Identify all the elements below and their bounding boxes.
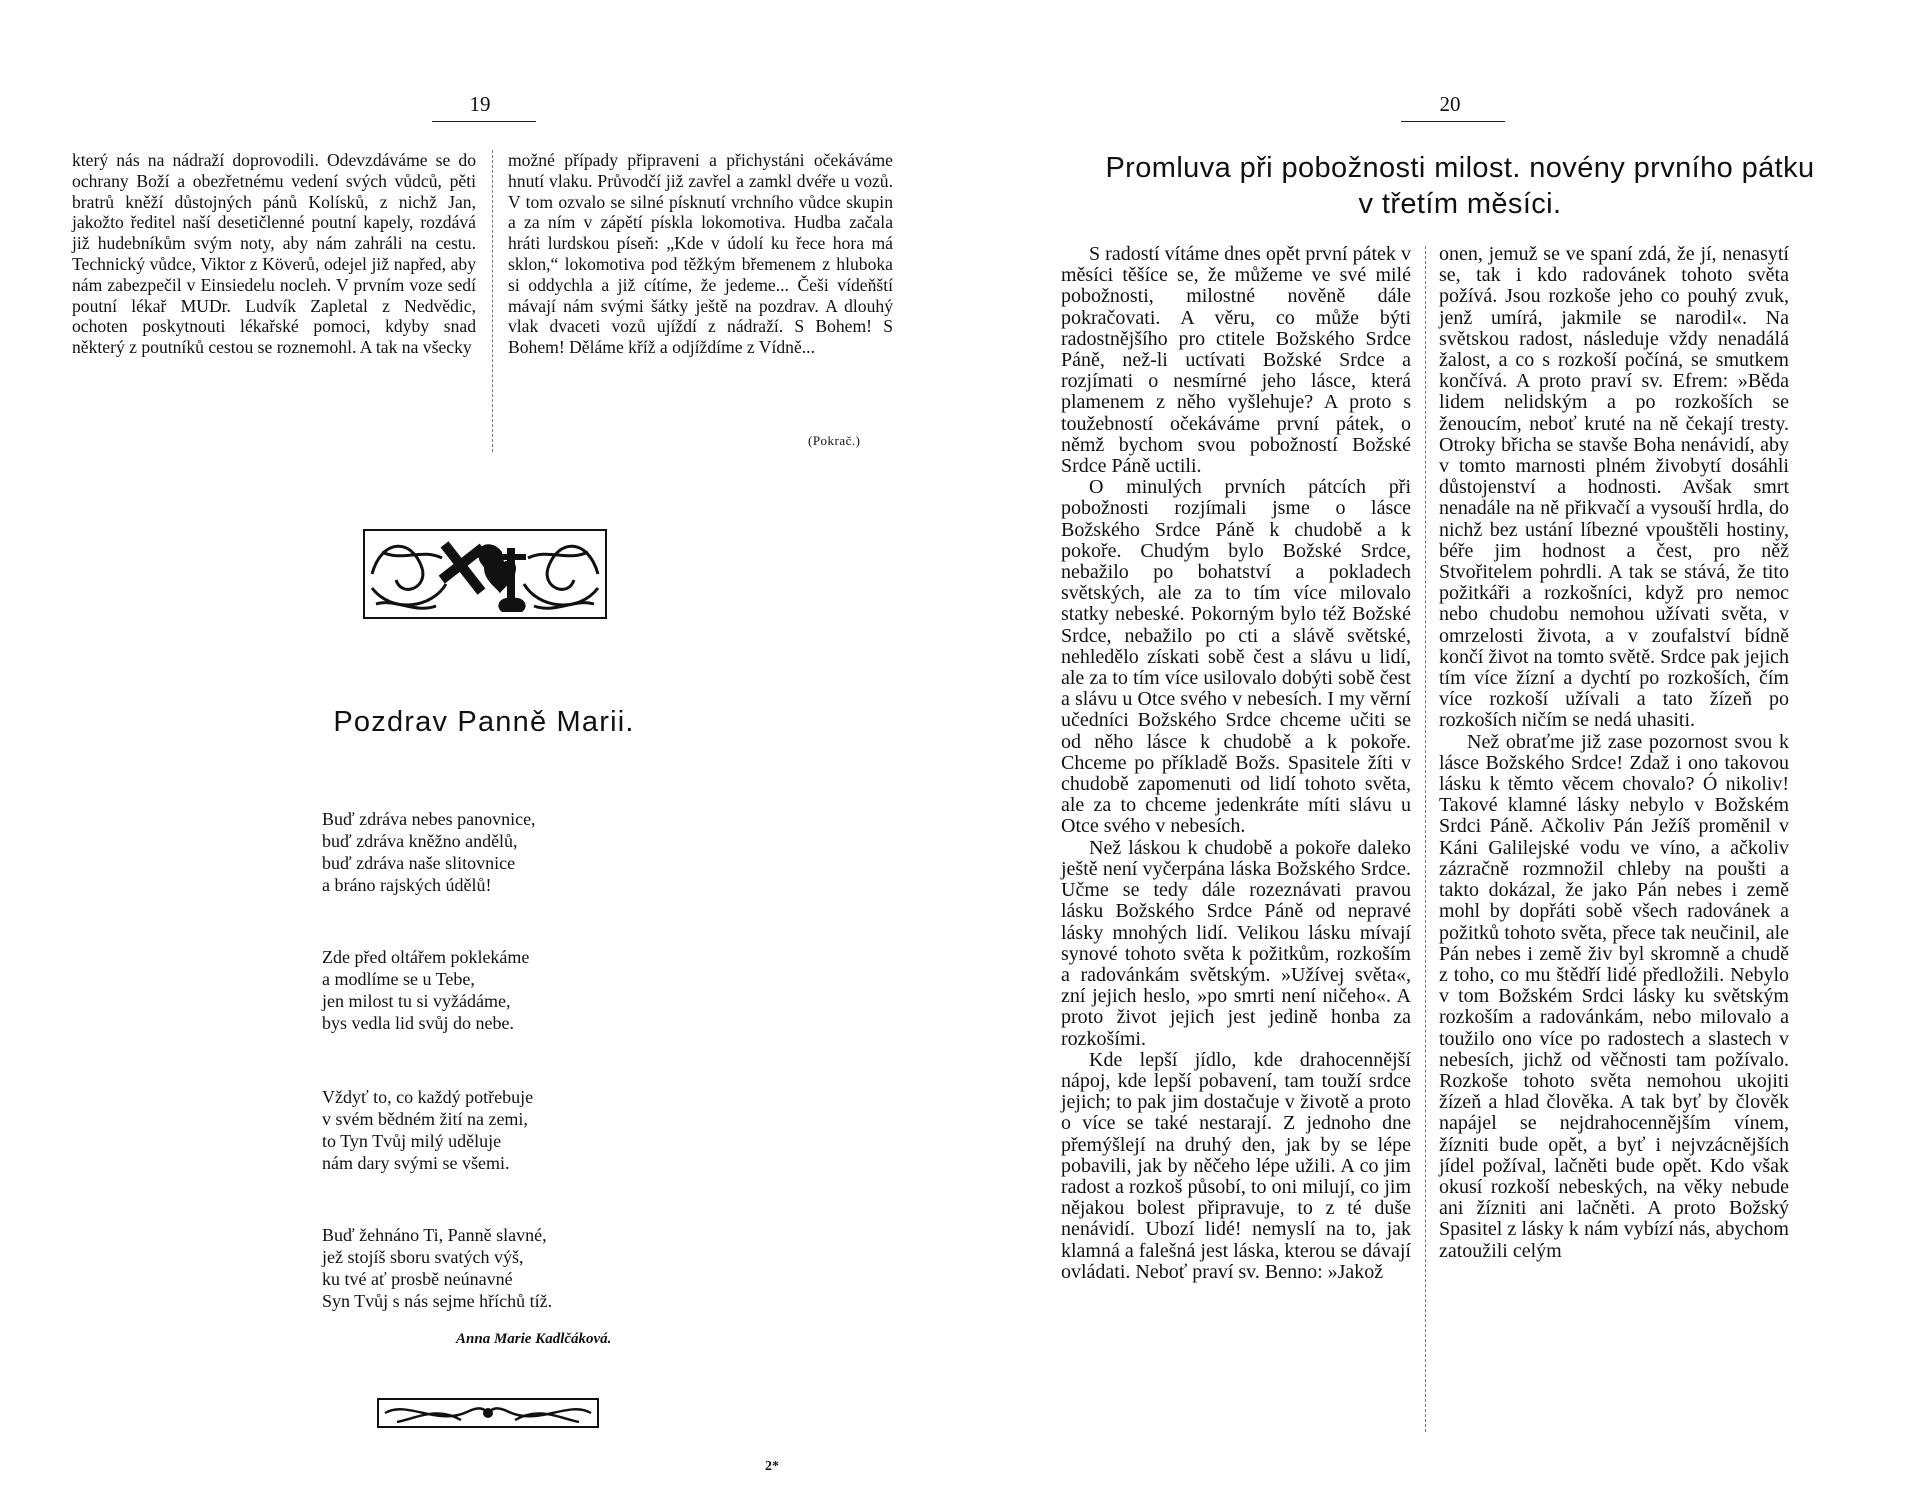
poem-line: ku tvé ať prosbě neúnavné bbox=[322, 1269, 513, 1289]
poem-line: a modlíme se u Tebe, bbox=[322, 969, 475, 989]
column-separator-left bbox=[492, 150, 493, 452]
poem-line: Syn Tvůj s nás sejme hříchů tíž. bbox=[322, 1291, 553, 1311]
left-column-2 bbox=[508, 150, 893, 358]
printer-signature-mark: 2* bbox=[765, 1459, 779, 1474]
poem-line: Zde před oltářem poklekáme bbox=[322, 947, 530, 967]
poem-line: nám dary svými se všemi. bbox=[322, 1153, 510, 1173]
page-number-rule-left bbox=[432, 121, 536, 122]
poem-stanza-1 bbox=[322, 808, 536, 896]
poem-line: a bráno rajských údělů! bbox=[322, 875, 492, 895]
poem-stanza-2 bbox=[322, 946, 529, 1034]
right-column-2 bbox=[1439, 244, 1789, 1262]
left-column-2-text: možné případy připraveni a přichystáni očekáváme hnutí vlaku. Průvodčí již zavřel a zamkl dvéře u vozů. V tom ozvalo se silné písknutí vrchního vůdce skupin a za ním v zápětí pískla lokomotiva. Hudba začala hráti lurdskou píseň: „Kde v údolí ku řece hora má sklon,“ lokomotiva pod těžkým břemenem z hluboka si oddychla a již cítíme, že jedeme... Češi vídeňští mávají nám svými šátky ještě na pozdrav. A dlouhý vlak dvaceti vozů ujíždí z nádraží. S Bohem! S Bohem! Děláme kříž a odjíždíme z Vídně... bbox=[508, 150, 893, 358]
poem-line: v svém bědném žití na zemi, bbox=[322, 1109, 528, 1129]
poem-line: buď zdráva naše slitovnice bbox=[322, 853, 516, 873]
poem-line: Buď zdráva nebes panovnice, bbox=[322, 809, 536, 829]
right-page bbox=[963, 0, 1926, 1500]
poem-line: Buď žehnáno Ti, Panně slavné, bbox=[322, 1225, 547, 1245]
poem-line: buď zdráva kněžno andělů, bbox=[322, 831, 518, 851]
article-title bbox=[1045, 150, 1875, 222]
paragraph: S radostí vítáme dnes opět první pátek v měsíci těšíce se, že můžeme ve své milé pobožnosti, milostné nověně dále pokračovati. A věru, co může býti radostnějšího pro ctitele Božského Srdce Páně, než-li uctívati Božské Srdce a rozjímati o nesmírné jeho lásce, která plamenem z něho vyšlehuje? A proto s toužebností očekáváme první pátek, o němž bychom svou pobožností Božské Srdce Páně uctili. bbox=[1061, 243, 1411, 478]
paragraph: O minulých prvních pátcích při pobožnosti rozjímali jsme o lásce Božského Srdce Páně k chudobě a k pokoře. Chudým bylo Božské Srdce, nebažilo po bohatství a pokladech světských, ale za to tím více milovalo statky nebeské. Pokorným bylo též Božské Srdce, nebažilo po cti a slávě světské, nehledělo získati sobě čest a slávu u lidí, ale za to tím více usilovalo dobýti sobě čest a slávu u Otce svého v nebesích. I my věrní učedníci Božského Srdce chceme učiti se od něho lásce k chudobě a k pokoře. Chceme po příkladě Božs. Spasitele žíti v chudobě zapomenuti od lidí tohoto světa, ale za to chceme jedenkráte míti slávu u Otce svého v nebesích. bbox=[1061, 476, 1411, 838]
paragraph: Kde lepší jídlo, kde drahocennější nápoj, kde lepší pobavení, tam touží srdce jejich; to pak jim dostačuje v životě a proto o více se také nestarají. Z jednoho dne přemýšlejí na druhý den, jak by se lépe pobavili, jak by něčeho lépe užili. A co jim radost a rozkoš působí, to oni milují, co jim nějakou bolest připravuje, to z té duše nenávidí. Ubozí lidé! nemyslí na to, jak klamná a falešná jest láska, kterou se dávají ovládati. Neboť praví sv. Benno: »Jakož bbox=[1061, 1048, 1411, 1283]
poem-author: Anna Marie Kadlčáková. bbox=[456, 1331, 612, 1347]
left-column-1-text: který nás na nádraží doprovodili. Odevzdáváme se do ochrany Boží a obezřetnému vedení svých vůdců, pěti bratrů kněží důstojných pánů Kolísků, z nichž Jan, jakožto ředitel naší desetičlenné poutní kapely, rozdává již hudebníkům svým noty, aby nám zahráli na cestu. Technický vůdce, Viktor z Köverů, odejel již napřed, aby nám zabezpečil v Einsiedelu nocleh. V prvním voze sedí poutní lékař MUDr. Ludvík Zapletal z Nedvědic, ochoten poskytnouti lékařské pomoci, kdyby snad některý z poutníků cestou se roznemohl. A tak na všecky bbox=[72, 150, 476, 358]
column-separator-right bbox=[1425, 246, 1426, 1432]
bottom-ornament bbox=[377, 1398, 599, 1428]
page-number-right: 20 bbox=[1439, 92, 1461, 116]
poem-line: to Tyn Tvůj milý uděluje bbox=[322, 1131, 502, 1151]
page-number-left: 19 bbox=[469, 92, 491, 116]
paragraph: Než obraťme již zase pozornost svou k lásce Božského Srdce! Zdaž i ono takovou lásku k těmto věcem chovalo? Ó nikoliv! Takové klamné lásky nebylo v Božském Srdci Páně. Ačkoliv Pán Ježíš proměnil v Káni Galilejské vodu ve víno, a ačkoliv zázračně rozmnožil chleby na poušti a takto dokázal, že jako Pán nebes i země mohl by dopřáti sobě všech radovánek a požitků tohoto světa, přece tak neučinil, ale Pán nebes i země živ byl skromně a chudě z toho, co mu štědří lidé předložili. Nebylo v tom Božském Srdci lásky ku světským rozkoším a radovánkám, nebo milovalo a toužilo ono více po radostech a slastech v nebesích, jichž od věčnosti tam požívalo. Rozkoše tohoto světa nemohou ukojiti žízeň a hlad člověka. A tak byť by člověk napájel se nejdrahocennějším vínem, žízniti bude opět, a byť i nejvzácnějších jídel požíval, lačněti bude opět. Kdo však okusí rozkoší nebeských, na věky nebude ani žízniti ani lačněti. A proto Božský Spasitel z lásky k nám vybízí nás, abychom zatoužili celým bbox=[1439, 730, 1789, 1262]
paragraph: onen, jemuž se ve spaní zdá, že jí, nenasytí se, tak i kdo radovánek tohoto světa požívá. Jsou rozkoše jeho co pouhý zvuk, jenž umírá, jakmile se narodil«. Na světskou radost, následuje vždy nenadálá žalost, a co s rozkoší počíná, se smutkem končívá. A proto praví sv. Efrem: »Běda lidem nelidským a po rozkoších se ženoucím, neboť kruté na ně čekají tresty. Otroky břicha se stavše Boha nenávidí, aby v tomto marnosti plném živobytí dosáhli důstojenství a hodnosti. Avšak smrt nenadále na ně přikvačí a vysouší hrdla, do nichž bez ustání líbezné vpouštěli hostiny, béře jim hodnost a čest, pro něž Stvořitelem pohrdli. A tak se stává, že tito požitkáři a rozkošníci, když pro nemoc nebo chudobu nemohou užívati světa, v omrzelosti života, a v zoufalství bídně končí život na tomto světě. Srdce pak jejich tím více žízní a dychtí po rozkoších, čím více rozkoší užívali a tato žízeň po rozkoších ničím se nedá uhasiti. bbox=[1439, 243, 1789, 732]
poem-title: Pozdrav Panně Marii. bbox=[333, 706, 635, 738]
article-title-line-1: Promluva při pobožnosti milost. novény prvního pátku bbox=[1105, 152, 1815, 184]
faith-hope-love-ornament bbox=[362, 528, 608, 620]
paragraph: Než láskou k chudobě a pokoře daleko ještě není vyčerpána láska Božského Srdce. Učme se tedy dále rozeznávati pravou lásku Božského Srdce Páně od nepravé lásky mnohých lidí. Velikou lásku mívají synové tohoto světa k požitkům, rozkoším a radovánkám světským. »Užívej světa«, zní jejich heslo, »po smrti není ničeho«. A proto život jejich jest jedině honba za rozkošími. bbox=[1061, 836, 1411, 1050]
poem-line: Vždyť to, co každý potřebuje bbox=[322, 1087, 534, 1107]
poem-line: jen milost tu si vyžádáme, bbox=[322, 991, 511, 1011]
poem-stanza-3 bbox=[322, 1086, 533, 1174]
poem-stanza-4 bbox=[322, 1224, 552, 1312]
right-column-1 bbox=[1061, 244, 1411, 1283]
poem-line: bys vedla lid svůj do nebe. bbox=[322, 1013, 514, 1033]
article-title-line-2: v třetím měsíci. bbox=[1358, 188, 1562, 220]
poem-line: jež stojíš sboru svatých výš, bbox=[322, 1247, 524, 1267]
left-column-1 bbox=[72, 150, 476, 358]
page-number-rule-right bbox=[1401, 121, 1505, 122]
continued-note: (Pokrač.) bbox=[808, 433, 861, 448]
